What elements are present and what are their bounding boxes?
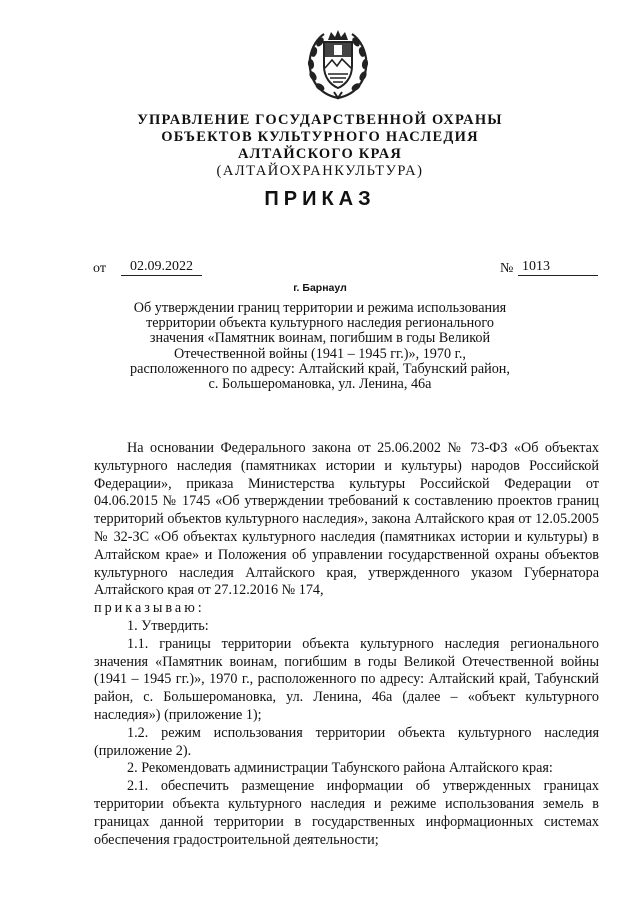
agency-name-line-2: ОБЪЕКТОВ КУЛЬТУРНОГО НАСЛЕДИЯ [161, 129, 479, 145]
order-subject [120, 301, 520, 392]
agency-abbreviation: (АЛТАЙОХРАНКУЛЬТУРА) [216, 163, 424, 179]
item-2: 2. Рекомендовать администрации Табунского района Алтайского края: [127, 760, 553, 777]
agency-name-line-3: АЛТАЙСКОГО КРАЯ [237, 146, 403, 162]
subject-line: территории объекта культурного наследия регионального [146, 315, 494, 332]
agency-header [0, 112, 640, 180]
item-2-1: 2.1. обеспечить размещение информации об утвержденных границах территории объекта культурного наследия и режиме использования земель в границах данной территории в государственных информационных системах обеспечения градостроительной деятельности; [94, 778, 599, 848]
order-body [94, 440, 599, 849]
order-word: приказываю: [94, 600, 205, 617]
date-label: от [93, 261, 106, 276]
item-1-2: 1.2. режим использования территории объекта культурного наследия (приложение 2). [94, 724, 599, 759]
subject-line: Отечественной войны (1941 – 1945 гг.)», 1970 г., [174, 345, 466, 362]
order-date: 02.09.2022 [121, 259, 202, 276]
document-title: ПРИКАЗ [264, 188, 376, 210]
preamble-paragraph: На основании Федерального закона от 25.06.2002 № 73-ФЗ «Об объектах культурного наследия (памятниках истории и культуры) народов Российской Федерации», приказа Министерства культуры Российской Федерации от 04.06.2015 № 1745 «Об утверждении требований к составлению проектов границ территорий объектов культурного наследия», закона Алтайского края от 12.05.2005 № 32-ЗС «Об объектах культурного наследия (памятниках истории и культуры) в Алтайском крае» и Положения об управлении государственной охраны объектов культурного наследия Алтайского края, утвержденного указом Губернатора Алтайского края от 27.12.2016 № 174, [94, 440, 599, 599]
subject-line: Об утверждении границ территории и режима использования [133, 300, 507, 316]
subject-line: значения «Памятник воинам, погибшим в годы Великой [149, 330, 491, 347]
agency-name-line-1: УПРАВЛЕНИЕ ГОСУДАРСТВЕННОЙ ОХРАНЫ [137, 112, 503, 128]
subject-line: с. Большеромановка, ул. Ленина, 46а [208, 376, 432, 393]
order-number: 1013 [518, 259, 598, 276]
city: г. Барнаул [293, 282, 347, 294]
item-1: 1. Утвердить: [127, 617, 209, 634]
subject-line: расположенного по адресу: Алтайский край, Табунский район, [130, 360, 510, 377]
item-1-1: 1.1. границы территории объекта культурного наследия регионального значения «Памятник воинам, погибшим в годы Великой Отечественной войны (1941 – 1945 гг.)», 1970 г., расположенного по адресу: Алтайский край, Табунский район, с. Большеромановка, ул. Ленина, 46а (далее – «объект культурного наследия») (приложение 1); [94, 635, 599, 723]
coat-of-arms-icon [304, 26, 372, 102]
number-label: № [500, 261, 514, 276]
